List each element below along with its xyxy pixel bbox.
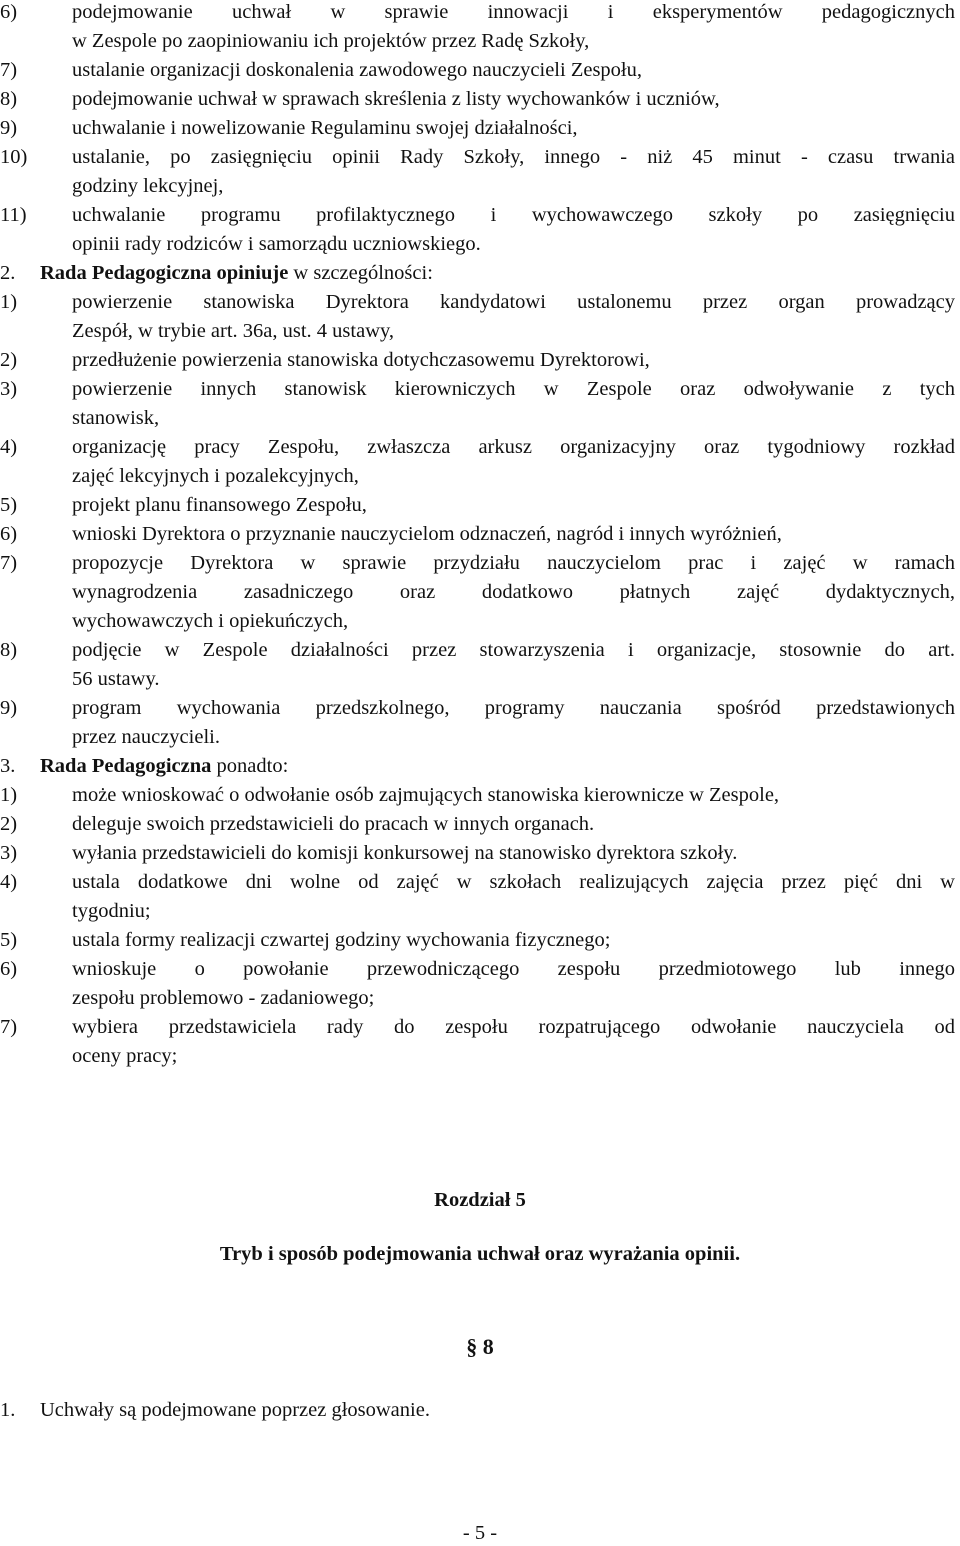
chapter-heading: Rozdział 5 (434, 1189, 526, 1211)
document-page: 6) podejmowanie uchwał w sprawie innowacji i eksperymentów pedagogicznych w Zespole po zaopiniowaniu ich projektów przez Radę Szkoły, 7) ustalanie organizacji doskonalenia zawodowego nauczycieli Zespołu, 8) podejmowanie uchwał w sprawach skreślenia z listy wychowanków i uczniów, 9) uchwalanie i nowelizowanie Regulaminu swojej działalności, 10) ustalanie, po zasięgnięciu opinii Rady Szkoły, innego - niż 45 minut - czasu trwania godziny lekcyjnej, 11) uchwalanie programu profilaktycznego i wychowawczego szkoły po zasięgnięciu opinii rady rodziców i samorządu uczniowskiego. 2. Rada Pedagogiczna opiniuje w szczególności: 1) powierzenie stanowiska Dyrektora kandydatowi ustalonemu przez organ prowadzący Zespół, w trybie art. 36a, ust. 4 ustawy, 2) przedłużenie powierzenia stanowiska dotychczasowemu Dyrektorowi, 3) powierzenie innych stanowisk kierowniczych w Zespole oraz odwoływanie z tych stanowisk, 4) organizację pracy Zespołu, zwłaszcza arkusz organizacyjny oraz tygodniowy rozkład zajęć lekcyjnych i pozalekcyjnych, 5) projekt planu finansowego Zespołu, 6) wnioski Dyrektora o przyznanie nauczycielom odznaczeń, nagród i innych wyróżnień, 7) propozycje Dyrektora w sprawie przydziału nauczycielom prac i zajęć w ramach wynagrodzenia zasadniczego oraz dodatkowo płatnych zajęć dydaktycznych, wychowawczych i opiekuńczych, 8) podjęcie w Zespole działalności przez stowarzyszenia i organizacje, stosownie do art. 56 ustawy. 9) program wychowania przedszkolnego, programy nauczania spośród przedstawionych przez nauczycieli. 3. Rada Pedagogiczna ponadto: 1) może wnioskować o odwołanie osób zajmujących stanowiska kierownicze w Zespole, 2) deleguje swoich przedstawicieli do pracach w innych organach. 3) wyłania przedstawicieli do komisji konkursowej na stanowisko dyrektora szkoły. 4) ustala dodatkowe dni wolne od zajęć w szkołach realizujących zajęcia przez pięć dni w tygodniu; 5) ustala formy realizacji czwartej godziny wychowania fizycznego; 6) wnioskuje o powołanie przewodniczącego zespołu przedmiotowego lub innego zespołu problemowo - zadaniowego; 7) wybiera przedstawiciela rady do zespołu rozpatrującego odwołanie nauczyciela od oceny pracy; Rozdział 5 Tryb i sposób podejmowania uchwał oraz wyrażania opinii. § 8 1. Uchwały są podejmowane poprzez głosowanie. - 5 - (0, 0, 960, 1543)
page-number: - 5 - (462, 1522, 498, 1544)
paragraph-mark: § 8 (466, 1334, 494, 1359)
list-item: 6) podejmowanie uchwał w sprawie innowacji i eksperymentów pedagogicznych w Zespole po zaopiniowaniu ich projektów przez Radę Szkoły, (0, 1, 955, 52)
chapter-title: Tryb i sposób podejmowania uchwał oraz wyrażania opinii. (219, 1243, 741, 1265)
